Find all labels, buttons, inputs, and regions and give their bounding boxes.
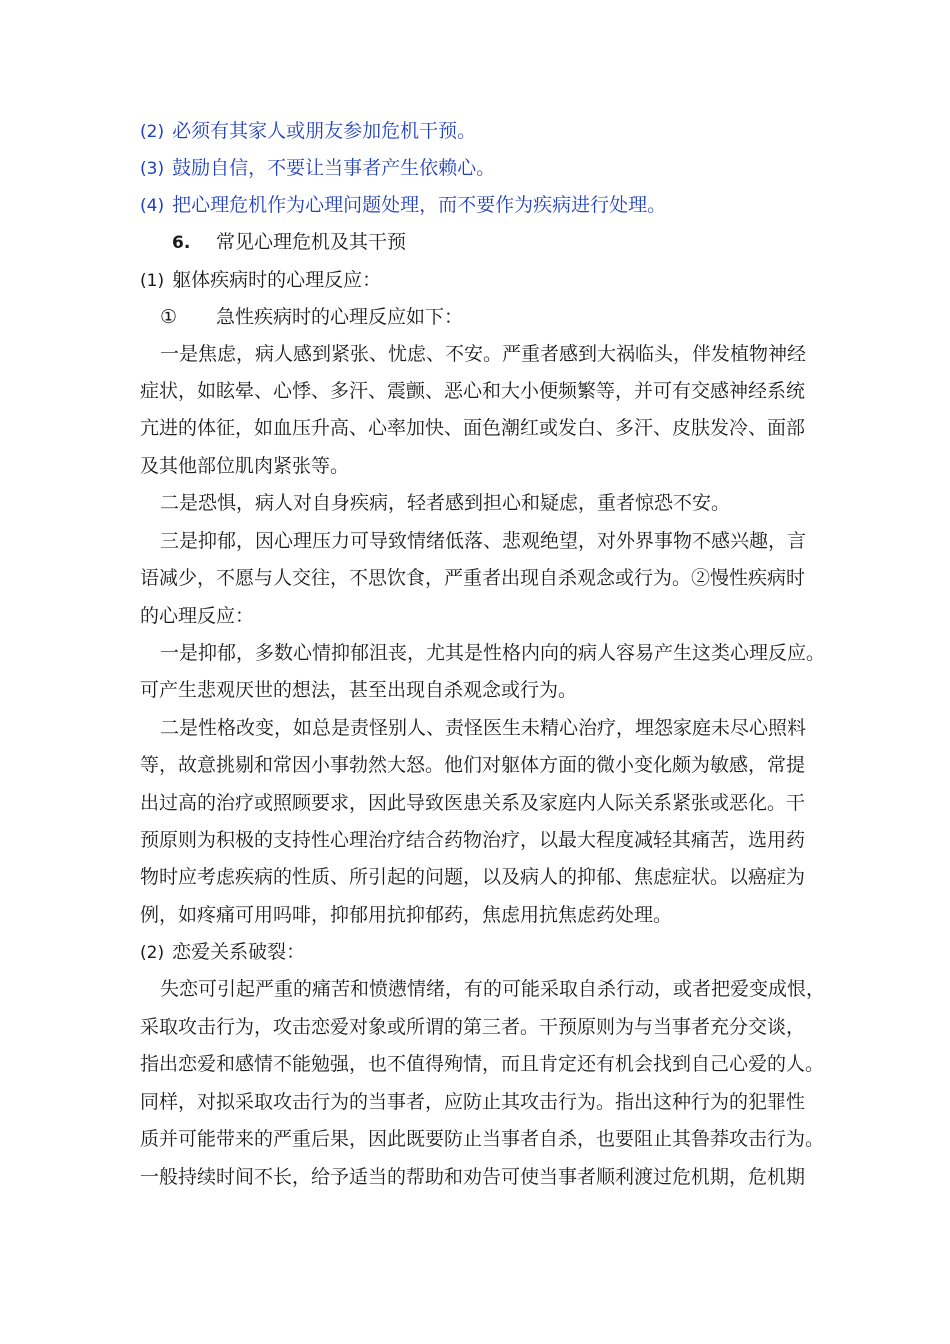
acute-heading xyxy=(160,305,463,329)
subsection-number: (2) xyxy=(140,943,165,963)
paragraph-line: 质并可能带来的严重后果，因此既要防止当事者自杀，也要阻止其鲁莽攻击行为。 xyxy=(140,1128,825,1150)
paragraph-line: 一是焦虑，病人感到紧张、忧虑、不安。严重者感到大祸临头，伴发植物神经 xyxy=(160,343,807,365)
paragraph-line: 出过高的治疗或照顾要求，因此导致医患关系及家庭内人际关系紧张或恶化。干 xyxy=(140,792,806,814)
subsection-title: 躯体疾病时的心理反应： xyxy=(172,269,382,291)
list-number: (3) xyxy=(140,159,165,179)
paragraph-line: 采取攻击行为，攻击恋爱对象或所谓的第三者。干预原则为与当事者充分交谈， xyxy=(140,1016,806,1038)
paragraph-line: 二是性格改变，如总是责怪别人、责怪医生未精心治疗，埋怨家庭未尽心照料 xyxy=(160,717,807,739)
list-number: (2) xyxy=(140,122,165,142)
paragraph-line: 一般持续时间不长，给予适当的帮助和劝告可使当事者顺利渡过危机期，危机期 xyxy=(140,1166,806,1188)
paragraph-line: 等，故意挑剔和常因小事勃然大怒。他们对躯体方面的微小变化颇为敏感，常提 xyxy=(140,754,806,776)
paragraph-line: 指出恋爱和感情不能勉强，也不值得殉情，而且肯定还有机会找到自己心爱的人。 xyxy=(140,1053,825,1075)
list-text: 把心理危机作为心理问题处理，而不要作为疾病进行处理。 xyxy=(172,194,667,216)
list-item-4 xyxy=(140,193,666,218)
paragraph-line: 亢进的体征，如血压升高、心率加快、面色潮红或发白、多汗、皮肤发冷、面部 xyxy=(140,417,806,439)
list-text: 必须有其家人或朋友参加危机干预。 xyxy=(172,120,477,142)
paragraph-line: 的心理反应： xyxy=(140,605,255,627)
section-title: 常见心理危机及其干预 xyxy=(216,231,407,253)
section-number: 6. xyxy=(172,233,191,253)
subsection-title: 恋爱关系破裂： xyxy=(172,941,306,963)
subsection-number: (1) xyxy=(140,271,165,291)
list-number: (4) xyxy=(140,196,165,216)
paragraph-line: 语减少，不愿与人交往，不思饮食，严重者出现自杀观念或行为。②慢性疾病时 xyxy=(140,567,806,589)
paragraph-line: 及其他部位肌肉紧张等。 xyxy=(140,455,350,477)
paragraph-line: 三是抑郁，因心理压力可导致情绪低落、悲观绝望，对外界事物不感兴趣，言 xyxy=(160,530,807,552)
section-heading-6 xyxy=(172,230,406,255)
subsection-heading-1 xyxy=(140,268,381,293)
acute-title: 急性疾病时的心理反应如下： xyxy=(216,306,464,328)
circled-number: ① xyxy=(160,306,178,328)
paragraph-line: 同样，对拟采取攻击行为的当事者，应防止其攻击行为。指出这种行为的犯罪性 xyxy=(140,1091,806,1113)
paragraph-line: 可产生悲观厌世的想法，甚至出现自杀观念或行为。 xyxy=(140,679,578,701)
list-item-2 xyxy=(140,119,476,144)
subsection-heading-2 xyxy=(140,940,305,965)
paragraph-line: 预原则为积极的支持性心理治疗结合药物治疗，以最大程度减轻其痛苦，选用药 xyxy=(140,829,806,851)
paragraph-line: 物时应考虑疾病的性质、所引起的问题，以及病人的抑郁、焦虑症状。以癌症为 xyxy=(140,866,806,888)
paragraph-line: 一是抑郁，多数心情抑郁沮丧，尤其是性格内向的病人容易产生这类心理反应。 xyxy=(160,642,826,664)
paragraph-line: 症状，如眩晕、心悸、多汗、震颤、恶心和大小便频繁等，并可有交感神经系统 xyxy=(140,380,806,402)
list-item-3 xyxy=(140,156,495,181)
paragraph-line: 二是恐惧，病人对自身疾病，轻者感到担心和疑虑，重者惊恐不安。 xyxy=(160,492,731,514)
paragraph-line: 例，如疼痛可用吗啡，抑郁用抗抑郁药，焦虑用抗焦虑药处理。 xyxy=(140,904,673,926)
paragraph-line: 失恋可引起严重的痛苦和愤懑情绪，有的可能采取自杀行动，或者把爱变成恨， xyxy=(160,978,826,1000)
list-text: 鼓励自信，不要让当事者产生依赖心。 xyxy=(172,157,496,179)
